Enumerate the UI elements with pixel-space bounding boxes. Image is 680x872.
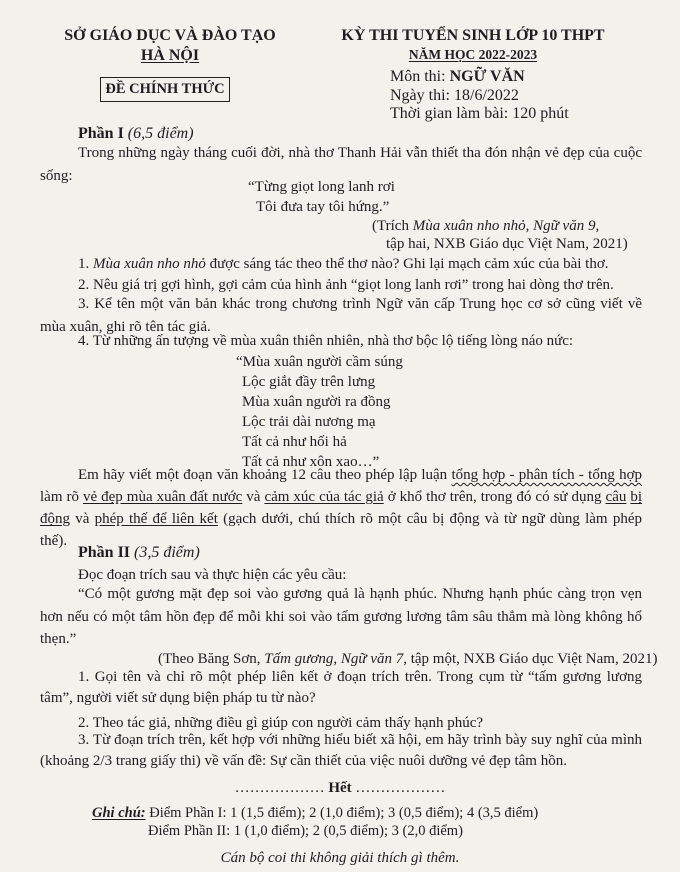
- subject-prefix: Môn thi:: [390, 68, 450, 85]
- official-exam-label: ĐỀ CHÍNH THỨC: [100, 77, 230, 102]
- q3-line2: về mùa xuân, ghi rõ tên tác giả.: [40, 296, 642, 335]
- citation-work: Mùa xuân nho nhỏ, Ngữ văn 9,: [412, 218, 600, 234]
- org-name-line2: HÀ NỘI: [140, 47, 200, 64]
- source-publisher: tập một, NXB Giáo dục Việt Nam, 2021): [406, 651, 658, 667]
- task-text-l: (gạch dưới, chú thích rõ một câu bị động và từ ngữ dùng làm: [217, 511, 608, 527]
- end-dots-right: ………………: [355, 780, 446, 796]
- end-dots-left: ………………: [234, 780, 325, 796]
- part1-heading-label: Phần I: [78, 125, 124, 142]
- task-author-emotion: cảm xúc của tác giả: [264, 489, 384, 505]
- part1-writing-task: [40, 464, 642, 552]
- poem-line-1: “Từng giọt long lanh rơi: [248, 179, 395, 195]
- task-text-g: ở khổ thơ trên, trong đó có sử dụng: [383, 489, 606, 505]
- task-method: tổng hợp - phân tích - tổng hợp: [451, 467, 642, 483]
- part2-heading-points: (3,5 điểm): [134, 544, 200, 561]
- subject-line: [390, 67, 525, 87]
- task-passive-1: câu: [605, 489, 627, 505]
- verse-line-6: Tất cả như xôn xao…”: [242, 454, 380, 470]
- exam-duration: Thời gian làm bài: 120 phút: [390, 105, 569, 122]
- p2q1-line2: người viết sử dụng biện pháp tu từ nào?: [76, 690, 316, 706]
- quote-line2: vẹn hơn nếu có một tâm hồn đẹp để mỗi khi soi vào tấm gương lương tâm sâu thẳm mà lòng: [40, 586, 642, 625]
- p2q3-line1: 3. Từ đoạn trích trên, kết hợp với những hiểu biết xã hội, em hãy trình bày suy nghĩ của mình: [78, 732, 642, 748]
- p2q1-line1: 1. Gọi tên và chỉ rõ một phép liên kết ở đoạn trích trên. Trong cụm từ “tấm gương lương tâm”,: [40, 669, 642, 706]
- part1-question-1: [78, 254, 609, 274]
- subject-name: NGỮ VĂN: [449, 68, 525, 85]
- task-text-e: và: [242, 489, 265, 505]
- verse-line-2: Lộc giắt đầy trên lưng: [242, 374, 376, 390]
- part2-instruction: Đọc đoạn trích sau và thực hiện các yêu cầu:: [78, 567, 347, 583]
- score-note-line2: Điểm Phần II: 1 (1,0 điểm); 2 (0,5 điểm); 3 (2,0 điểm): [148, 823, 463, 839]
- exam-title: KỲ THI TUYỂN SINH LỚP 10 THPT: [341, 27, 605, 44]
- p2q3-line2: (khoảng 2/3 trang giấy thi) về vấn đề: Sự cần thiết của việc nuôi dưỡng vẻ đẹp tâm hồn.: [40, 753, 567, 769]
- part1-heading: [78, 124, 194, 144]
- part1-heading-points: (6,5 điểm): [127, 125, 194, 142]
- part1-intro-line2: cuộc sống:: [40, 145, 642, 184]
- poem-citation-line1: [372, 216, 599, 236]
- task-text-m: phép thế).: [40, 511, 642, 549]
- verse-line-3: Mùa xuân người ra đồng: [242, 394, 391, 410]
- verse-line-1: “Mùa xuân người cầm súng: [236, 354, 403, 370]
- verse-line-4: Lộc trải dài nương mạ: [242, 414, 376, 430]
- part1-question-2: 2. Nêu giá trị gợi hình, gợi cảm của hình ảnh “giọt long lanh rơi” trong hai dòng thơ trên.: [78, 277, 614, 293]
- note-line1-text: Điểm Phần I: 1 (1,5 điểm); 2 (1,0 điểm); 3 (0,5 điểm); 4 (3,5 điểm): [145, 805, 539, 821]
- q1-text: được sáng tác theo thể thơ nào? Ghi lại mạch cảm xúc của bài thơ.: [205, 256, 609, 272]
- task-text-j: và: [70, 511, 95, 527]
- part2-heading-label: Phần II: [78, 544, 131, 561]
- task-substitution: phép thế để liên kết: [94, 511, 218, 527]
- part2-quote: [40, 583, 642, 651]
- poem-citation-line2: tập hai, NXB Giáo dục Việt Nam, 2021): [386, 236, 628, 252]
- part2-question-3: [40, 730, 642, 772]
- quote-line3: không hổ thẹn.”: [40, 608, 642, 647]
- closing-note: Cán bộ coi thi không giải thích gì thêm.: [220, 850, 460, 866]
- q1-work-title: Mùa xuân nho nhỏ: [93, 256, 206, 272]
- part1-question-4: 4. Từ những ấn tượng về mùa xuân thiên nhiên, nhà thơ bộc lộ tiếng lòng náo nức:: [78, 333, 574, 349]
- poem-line-2: Tôi đưa tay tôi hứng.”: [256, 199, 390, 215]
- exam-date: Ngày thi: 18/6/2022: [390, 87, 519, 104]
- quote-line1: “Có một gương mặt đẹp soi vào gương quả là hạnh phúc. Nhưng hạnh phúc càng trọn: [78, 586, 616, 602]
- source-author: (Theo Băng Sơn,: [158, 651, 265, 667]
- task-text-a: Em hãy viết một đoạn văn khoảng 12 câu theo phép lập luận: [78, 467, 452, 483]
- note-label: Ghi chú:: [92, 805, 146, 821]
- q1-number: 1.: [78, 256, 93, 272]
- part2-question-2: 2. Theo tác giả, những điều gì giúp con người cảm thấy hạnh phúc?: [78, 715, 484, 731]
- score-note-line1: [92, 804, 538, 823]
- verse-line-5: Tất cả như hối hả: [242, 434, 347, 450]
- task-spring-beauty: vẻ đẹp mùa xuân đất nước: [82, 489, 243, 505]
- part2-source: [158, 649, 657, 669]
- part2-heading: [78, 543, 200, 563]
- end-marker: [140, 778, 540, 798]
- source-work: Tấm gương, Ngữ văn 7,: [264, 651, 407, 667]
- part1-intro-line1: Trong những ngày tháng cuối đời, nhà thơ Thanh Hải vẫn thiết tha đón nhận vẻ đẹp của: [78, 145, 610, 161]
- task-text-c: làm rõ: [40, 489, 83, 505]
- org-name-line1: SỞ GIÁO DỤC VÀ ĐÀO TẠO: [64, 27, 276, 44]
- q3-line1: 3. Kể tên một văn bản khác trong chương trình Ngữ văn cấp Trung học cơ sở cũng viết: [78, 296, 623, 312]
- end-text: Hết: [328, 780, 352, 796]
- school-year: NĂM HỌC 2022-2023: [408, 47, 538, 62]
- part2-question-1: [40, 667, 642, 709]
- citation-open: (Trích: [372, 218, 413, 234]
- task-passive-2: bị động: [40, 489, 643, 527]
